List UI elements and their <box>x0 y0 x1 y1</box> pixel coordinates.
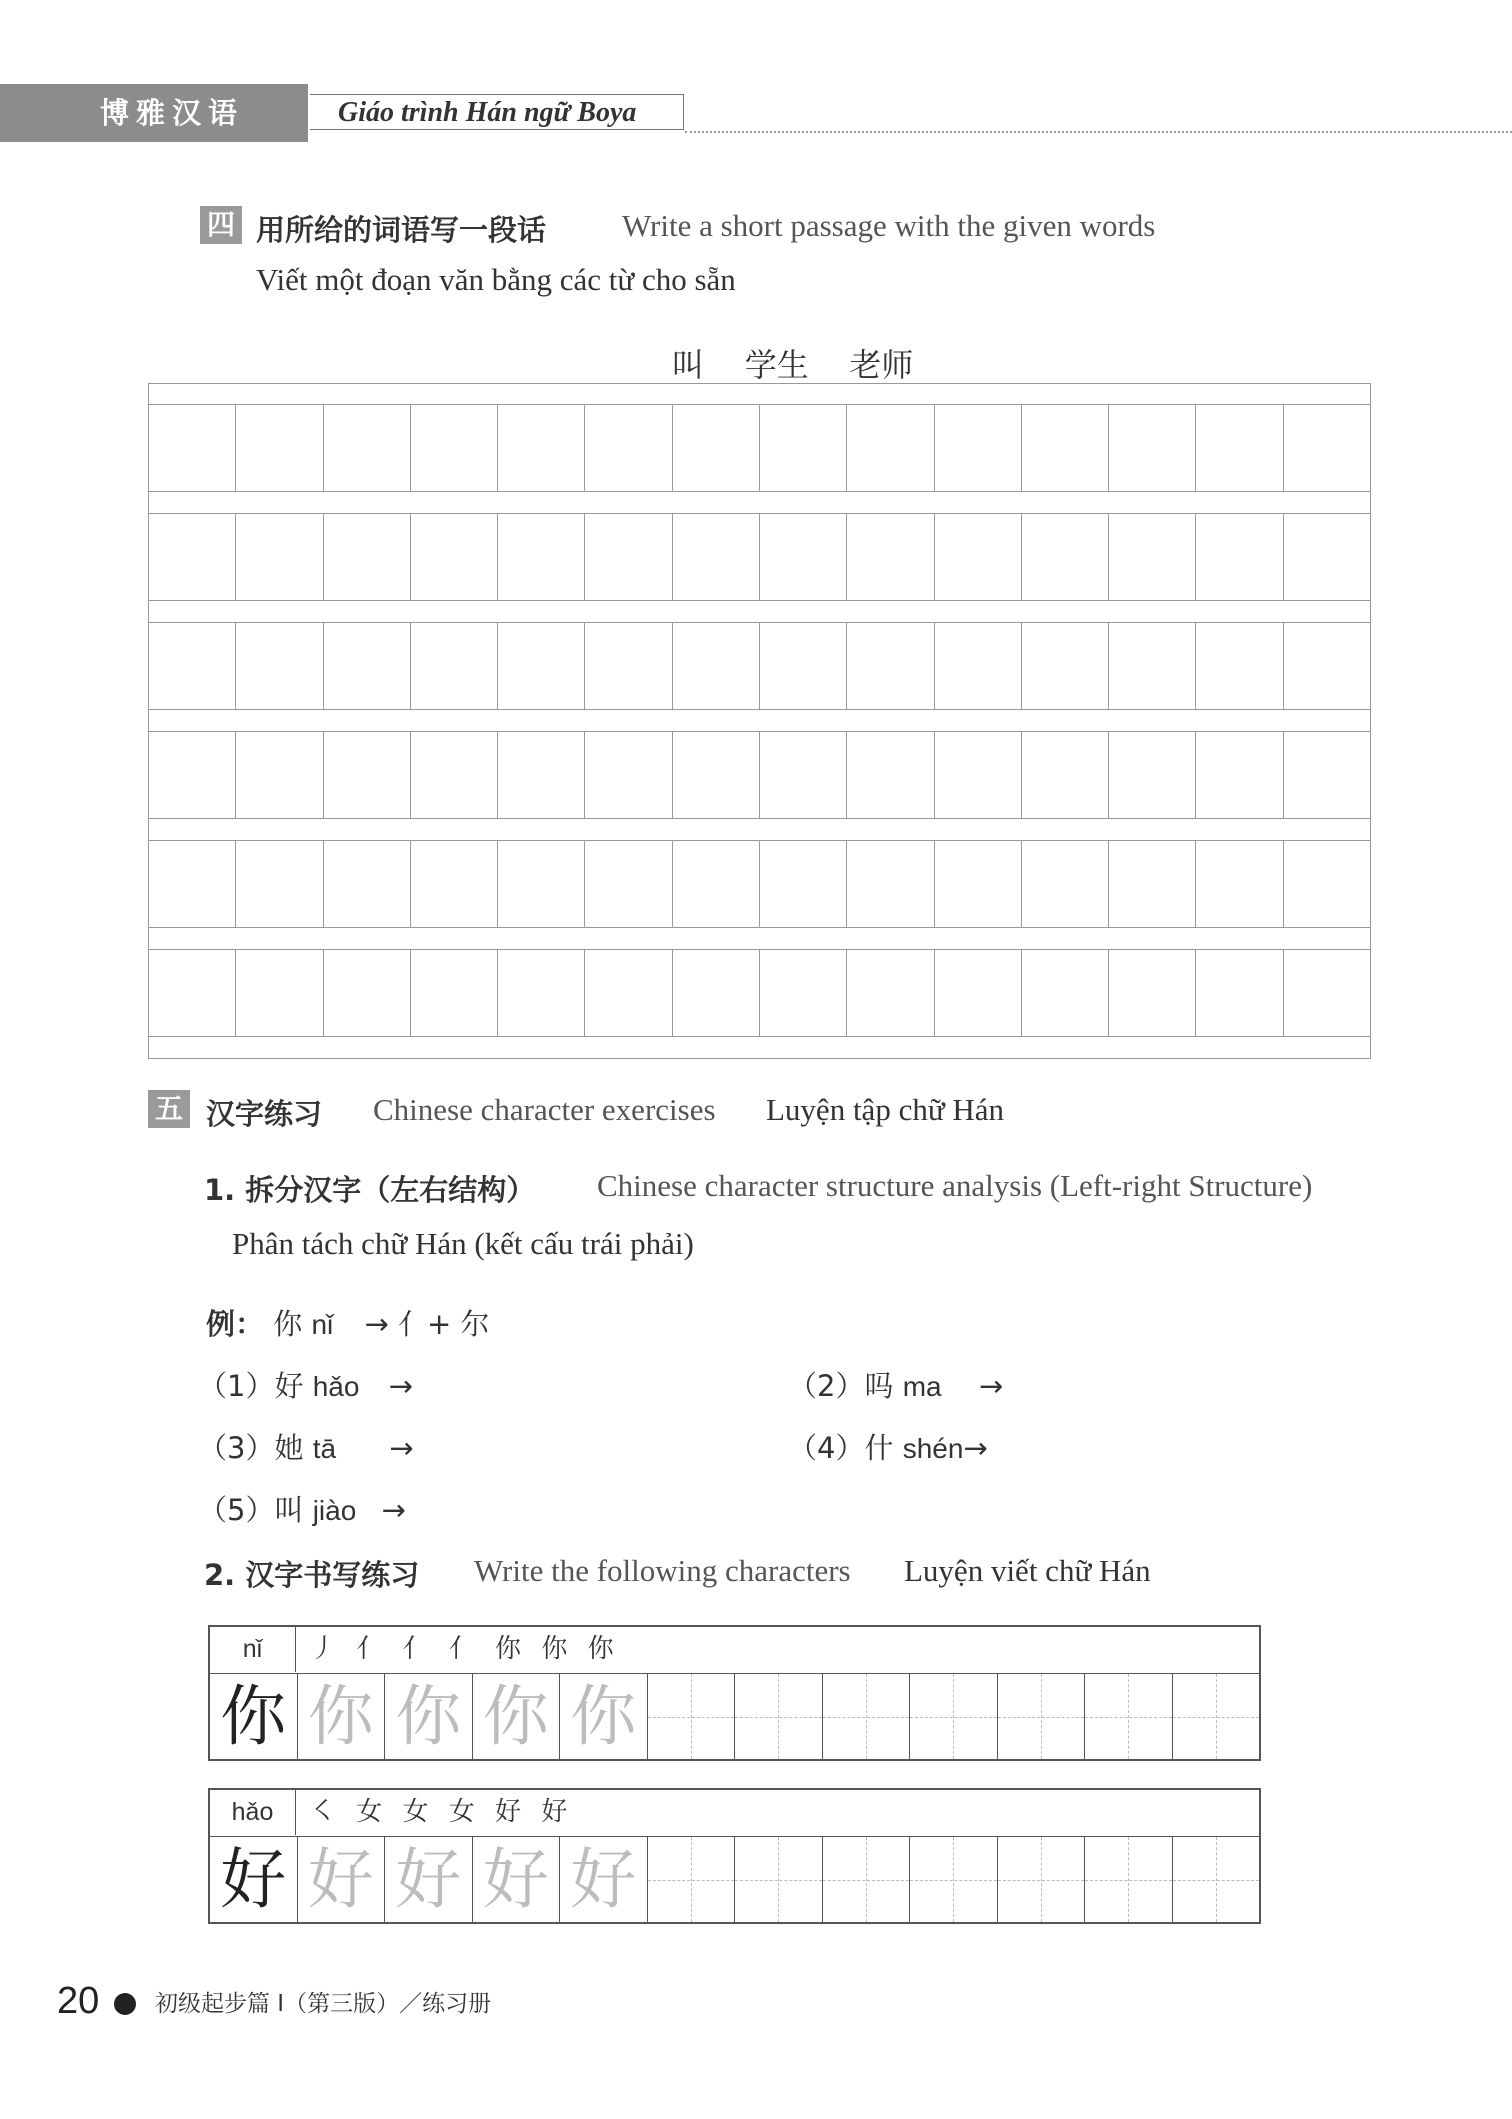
section4-title-en: Write a short passage with the given words <box>622 208 1156 243</box>
item-number: （3） <box>198 1431 275 1465</box>
bullet-icon <box>114 1993 136 2015</box>
practice-cell[interactable] <box>822 1837 910 1922</box>
practice-cell[interactable] <box>997 1674 1085 1759</box>
example-row <box>206 1302 490 1343</box>
arrow-icon: → <box>364 1307 389 1341</box>
item-char: 好 <box>274 1369 304 1403</box>
practice-cell[interactable] <box>1172 1674 1260 1759</box>
model-char: 好 <box>220 1841 287 1918</box>
item-char: 她 <box>274 1431 304 1465</box>
exercise-item-4[interactable] <box>788 1426 988 1467</box>
trace-char[interactable]: 你 <box>472 1674 560 1759</box>
practice-pinyin: nǐ <box>210 1627 296 1672</box>
trace-char[interactable]: 好 <box>297 1837 385 1922</box>
part2-title-cn: 2. 汉字书写练习 <box>204 1558 420 1592</box>
practice-cell[interactable] <box>734 1837 822 1922</box>
series-banner: 博雅汉语 <box>0 84 308 142</box>
arrow-icon: → <box>388 1369 413 1403</box>
part2-title-vi: Luyện viết chữ Hán <box>904 1553 1151 1588</box>
section5-title-vi: Luyện tập chữ Hán <box>766 1092 1005 1127</box>
exercise-item-2[interactable] <box>788 1364 1003 1405</box>
part1-title-cn: 1. 拆分汉字（左右结构） <box>204 1173 536 1207</box>
trace-char[interactable]: 你 <box>384 1674 472 1759</box>
practice-cell[interactable] <box>734 1674 822 1759</box>
practice-cell[interactable] <box>1084 1674 1172 1759</box>
exercise-item-5[interactable] <box>198 1488 406 1529</box>
item-pinyin: tā <box>312 1433 337 1464</box>
arrow-icon: → <box>963 1431 988 1465</box>
grid-row[interactable] <box>149 949 1370 1037</box>
practice-box-ni[interactable] <box>208 1625 1261 1761</box>
item-pinyin: hǎo <box>312 1371 360 1402</box>
section4-title-cn: 用所给的词语写一段话 <box>256 213 547 247</box>
part1-title-vi: Phân tách chữ Hán (kết cấu trái phải) <box>232 1226 694 1261</box>
section5-badge: 五 <box>148 1090 190 1128</box>
practice-cell[interactable] <box>909 1674 997 1759</box>
header-divider <box>685 131 1512 133</box>
example-answer: 亻+ 尔 <box>398 1307 490 1341</box>
arrow-icon: → <box>381 1493 406 1527</box>
grid-row[interactable] <box>149 404 1370 492</box>
item-number: （1） <box>198 1369 275 1403</box>
practice-box-hao[interactable] <box>208 1788 1261 1924</box>
writing-grid[interactable] <box>148 383 1371 1059</box>
grid-row[interactable] <box>149 840 1370 928</box>
stroke-order: ㇛ 女 女 女 好 好 <box>310 1797 574 1827</box>
exercise-item-3[interactable] <box>198 1426 414 1467</box>
stroke-order: 丿 亻 亻 亻 你 你 你 <box>310 1634 620 1664</box>
practice-cell[interactable] <box>909 1837 997 1922</box>
grid-row[interactable] <box>149 731 1370 819</box>
section5-title-en: Chinese character exercises <box>373 1092 716 1127</box>
trace-char[interactable]: 好 <box>559 1837 647 1922</box>
item-pinyin: shén <box>902 1433 964 1464</box>
practice-cell[interactable] <box>647 1837 735 1922</box>
item-number: （4） <box>788 1431 865 1465</box>
item-pinyin: ma <box>902 1371 942 1402</box>
book-volume: 初级起步篇 I（第三版）／练习册 <box>155 1991 492 2017</box>
trace-char[interactable]: 好 <box>384 1837 472 1922</box>
practice-cell[interactable] <box>822 1674 910 1759</box>
arrow-icon: → <box>978 1369 1004 1403</box>
practice-cell[interactable] <box>647 1674 735 1759</box>
example-label: 例： <box>206 1307 265 1341</box>
section5-title-cn: 汉字练习 <box>206 1097 323 1131</box>
item-char: 吗 <box>864 1369 894 1403</box>
section4-badge: 四 <box>200 206 242 244</box>
part1-title-en: Chinese character structure analysis (Left-right Structure) <box>597 1168 1313 1203</box>
trace-char[interactable]: 你 <box>559 1674 647 1759</box>
practice-cell[interactable] <box>1172 1837 1260 1922</box>
page-number: 20 <box>57 1980 100 2022</box>
trace-char[interactable]: 好 <box>472 1837 560 1922</box>
practice-pinyin: hǎo <box>210 1790 296 1835</box>
item-number: （2） <box>788 1369 865 1403</box>
exercise-item-1[interactable] <box>198 1364 413 1405</box>
example-pinyin: nǐ <box>311 1309 334 1340</box>
item-pinyin: jiào <box>312 1495 357 1526</box>
practice-cell[interactable] <box>1084 1837 1172 1922</box>
practice-cell[interactable] <box>997 1837 1085 1922</box>
part2-title-en: Write the following characters <box>474 1553 851 1588</box>
example-char: 你 <box>273 1307 303 1341</box>
given-words: 叫 学生 老师 <box>672 346 914 384</box>
section4-title-vi: Viết một đoạn văn bằng các từ cho sẵn <box>256 262 736 297</box>
arrow-icon: → <box>389 1431 414 1465</box>
grid-row[interactable] <box>149 513 1370 601</box>
item-number: （5） <box>198 1493 275 1527</box>
book-title: Giáo trình Hán ngữ Boya <box>310 94 684 130</box>
model-char: 你 <box>220 1678 287 1755</box>
grid-row[interactable] <box>149 622 1370 710</box>
item-char: 叫 <box>274 1493 304 1527</box>
trace-char[interactable]: 你 <box>297 1674 385 1759</box>
item-char: 什 <box>864 1431 894 1465</box>
